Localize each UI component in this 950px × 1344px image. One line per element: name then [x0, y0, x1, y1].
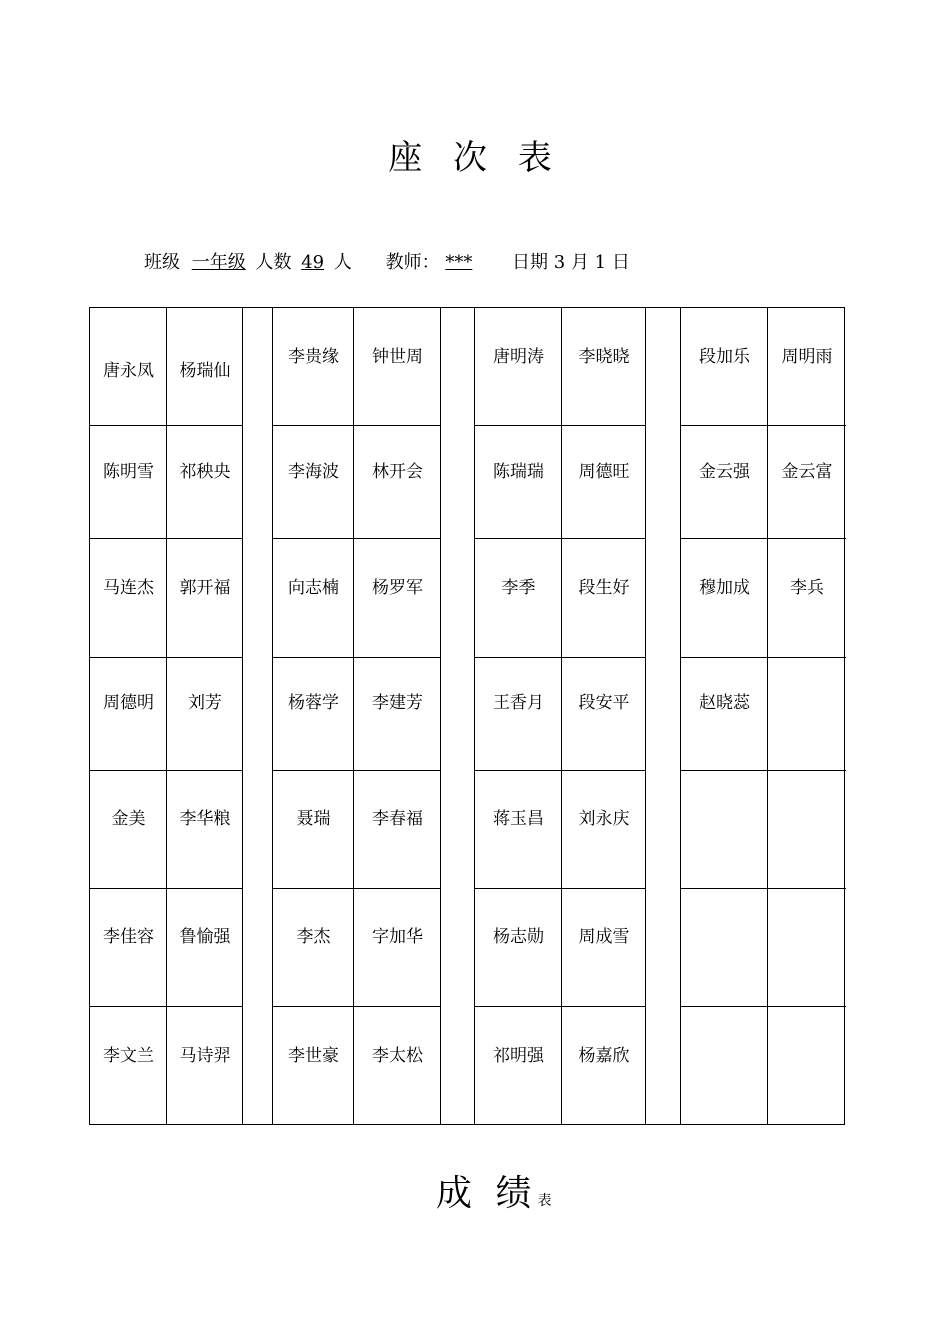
- seat-cell: 蒋玉昌: [493, 809, 544, 829]
- column-divider: [474, 308, 475, 1124]
- seat-cell: 周成雪: [578, 927, 630, 947]
- seat-cell: 钟世周: [372, 347, 423, 367]
- class-label: 班级: [144, 252, 180, 273]
- seat-cell: 马连杰: [103, 578, 154, 598]
- seat-cell: 祁明强: [493, 1046, 544, 1066]
- seat-cell: 穆加成: [699, 578, 750, 598]
- seat-cell: 金云强: [699, 462, 750, 482]
- seating-grid: [89, 307, 845, 1125]
- seat-cell: 金云富: [781, 462, 833, 482]
- row-divider: [90, 657, 243, 658]
- seat-cell: 李太松: [372, 1046, 423, 1066]
- seat-cell: 周明雨: [781, 347, 833, 367]
- seat-cell: 赵晓蕊: [699, 693, 750, 713]
- row-divider: [681, 538, 846, 539]
- seat-cell: 段安平: [578, 693, 630, 713]
- row-divider: [681, 888, 846, 889]
- seat-cell: 杨瑞仙: [179, 361, 231, 381]
- column-divider: [767, 308, 768, 1124]
- row-divider: [273, 538, 441, 539]
- seat-cell: 李杰: [296, 927, 331, 947]
- seat-cell: 杨罗军: [372, 578, 423, 598]
- seat-cell: 李文兰: [103, 1046, 154, 1066]
- seat-cell: 祁秧央: [179, 462, 231, 482]
- seat-cell: 刘永庆: [578, 809, 630, 829]
- seat-cell: 鲁愉强: [179, 927, 231, 947]
- row-divider: [681, 425, 846, 426]
- seat-cell: 李兵: [790, 578, 824, 598]
- row-divider: [475, 425, 646, 426]
- column-divider: [561, 308, 562, 1124]
- seat-cell: 周德旺: [578, 462, 630, 482]
- seat-cell: 李晓晓: [578, 347, 630, 367]
- seat-cell: 李建芳: [372, 693, 423, 713]
- column-divider: [353, 308, 354, 1124]
- seat-cell: 唐明涛: [493, 347, 544, 367]
- row-divider: [475, 770, 646, 771]
- seat-cell: 段生好: [578, 578, 630, 598]
- column-divider: [166, 308, 167, 1124]
- seat-cell: 杨志勋: [493, 927, 544, 947]
- seat-cell: 王香月: [493, 693, 544, 713]
- row-divider: [90, 888, 243, 889]
- row-divider: [475, 1006, 646, 1007]
- row-divider: [90, 770, 243, 771]
- row-divider: [681, 770, 846, 771]
- column-divider: [440, 308, 441, 1124]
- row-divider: [90, 425, 243, 426]
- class-value: 一年级: [191, 252, 246, 273]
- row-divider: [90, 1006, 243, 1007]
- row-divider: [273, 888, 441, 889]
- row-divider: [475, 888, 646, 889]
- count-label: 人数: [255, 252, 292, 273]
- row-divider: [681, 657, 846, 658]
- seat-cell: 李佳容: [103, 927, 154, 947]
- seat-cell: 马诗羿: [179, 1046, 231, 1066]
- seat-cell: 陈瑞瑞: [493, 462, 544, 482]
- seat-cell: 唐永凤: [103, 361, 154, 381]
- seat-cell: 金美: [111, 809, 146, 829]
- column-divider: [645, 308, 646, 1124]
- seat-cell: 李世豪: [288, 1046, 339, 1066]
- seat-cell: 李贵缘: [288, 347, 339, 367]
- count-value: 49: [301, 252, 325, 273]
- seat-cell: 周德明: [103, 693, 154, 713]
- score-title-main: 成 绩: [436, 1173, 538, 1214]
- row-divider: [273, 770, 441, 771]
- seat-cell: 段加乐: [699, 347, 750, 367]
- column-divider: [680, 308, 681, 1124]
- seat-cell: 李春福: [372, 809, 423, 829]
- count-unit: 人: [333, 252, 352, 273]
- seat-cell: 向志楠: [288, 578, 339, 598]
- score-table-title: [436, 1165, 551, 1216]
- row-divider: [475, 657, 646, 658]
- teacher-label: 教师：: [385, 252, 440, 273]
- score-title-suffix: 表: [537, 1193, 552, 1209]
- seat-cell: 杨蓉学: [288, 693, 339, 713]
- seat-cell: 刘芳: [188, 693, 222, 713]
- row-divider: [681, 1006, 846, 1007]
- seat-cell: 聂瑞: [296, 809, 331, 829]
- row-divider: [273, 425, 441, 426]
- teacher-value: ***: [445, 252, 473, 273]
- column-divider: [242, 308, 243, 1124]
- seat-cell: 李海波: [288, 462, 339, 482]
- row-divider: [475, 538, 646, 539]
- class-info-line: [144, 248, 630, 274]
- seat-cell: 陈明雪: [103, 462, 154, 482]
- row-divider: [273, 657, 441, 658]
- seat-cell: 李季: [501, 578, 536, 598]
- seat-cell: 林开会: [372, 462, 423, 482]
- page-title: 座 次 表: [388, 138, 562, 178]
- row-divider: [273, 1006, 441, 1007]
- seat-cell: 杨嘉欣: [578, 1046, 630, 1066]
- row-divider: [90, 538, 243, 539]
- date-text: 日期 3 月 1 日: [512, 252, 630, 273]
- seat-cell: 李华粮: [179, 809, 231, 829]
- seat-cell: 郭开福: [179, 578, 231, 598]
- column-divider: [272, 308, 273, 1124]
- seat-cell: 字加华: [372, 927, 423, 947]
